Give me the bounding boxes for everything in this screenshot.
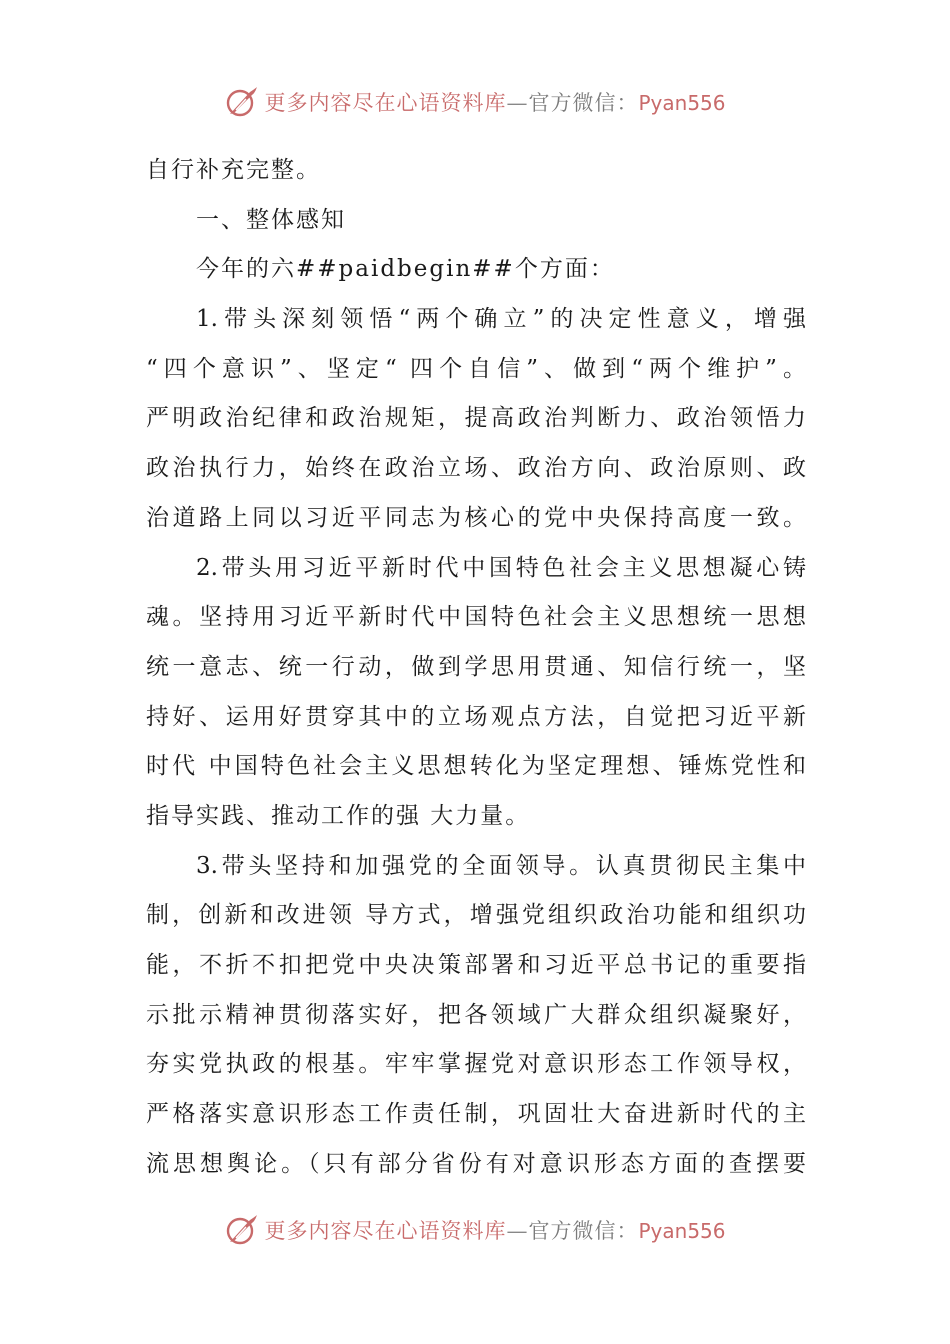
text-line-content: 统一意志、统一行动，做到学思用贯通、知信行统一，坚 [146, 653, 806, 680]
banner-separator: — [506, 91, 529, 115]
banner-text [264, 1215, 725, 1245]
text-line [146, 792, 806, 842]
text-line [146, 941, 806, 991]
text-line [146, 345, 806, 395]
text-line-content: 时代 中国特色社会主义思想转化为坚定理想、锤炼党性和 [146, 753, 806, 780]
text-line-content: 治道路上同以习近平同志为核心的党中央保持高度一致。 [146, 504, 806, 531]
text-line-content: 严格落实意识形态工作责任制，巩固壮大奋进新时代的主 [146, 1101, 806, 1128]
banner-text [264, 87, 725, 117]
section-heading [146, 196, 806, 246]
banner-wechat-id: Pyan556 [638, 91, 726, 115]
text-line-content: 制，创新和改进领 导方式，增强党组织政治功能和组织功 [146, 902, 806, 929]
text-line-content: 能，不折不扣把党中央决策部署和习近平总书记的重要指 [146, 952, 806, 978]
paragraph-2-start [146, 544, 806, 594]
banner-contact-label: 官方微信： [528, 1219, 639, 1243]
text-line [146, 146, 806, 196]
paragraph-3-start [146, 842, 806, 892]
text-line-content: 今年的六##paidbegin##个方面： [196, 256, 615, 283]
text-line [146, 245, 806, 295]
text-line-content: 夯实党执政的根基。牢牢掌握党对意识形态工作领导权， [146, 1051, 806, 1078]
text-line [146, 1090, 806, 1140]
text-line-content: 持好、运用好贯穿其中的立场观点方法，自觉把习近平新 [146, 703, 806, 730]
text-line [146, 1040, 806, 1090]
paragraph-1-start [146, 295, 806, 345]
text-line [146, 593, 806, 643]
banner-contact-label: 官方微信： [528, 91, 639, 115]
quill-pen-logo-icon [224, 1212, 260, 1248]
banner-separator: — [506, 1219, 529, 1243]
text-line-content: 1.带头深刻领悟“两个确立”的决定性意义，增强 [196, 306, 806, 333]
text-line [146, 444, 806, 494]
quill-pen-logo-icon [224, 84, 260, 120]
text-line [146, 394, 806, 444]
banner-wechat-id: Pyan556 [638, 1219, 726, 1243]
footer-watermark-banner [0, 1208, 950, 1252]
text-line-content: 魂。坚持用习近平新时代中国特色社会主义思想统一思想 [146, 604, 806, 631]
text-line [146, 643, 806, 693]
text-line [146, 1140, 806, 1190]
document-body [146, 146, 806, 1189]
text-line-content: 示批示精神贯彻落实好，把各领域广大群众组织凝聚好， [146, 1001, 806, 1028]
text-line-content: 流思想舆论。（只有部分省份有对意识形态方面的查摆要 [146, 1150, 806, 1177]
text-line [146, 991, 806, 1041]
text-line-content: 指导实践、推动工作的强 大力量。 [146, 802, 531, 829]
text-line-content: 2.带头用习近平新时代中国特色社会主义思想凝心铸 [196, 554, 806, 581]
section-heading-text: 一、整体感知 [196, 206, 346, 233]
banner-brand: 更多内容尽在心语资料库 [264, 91, 507, 115]
text-line [146, 494, 806, 544]
header-watermark-banner [0, 80, 950, 124]
text-line-content: “四个意识”、坚定“ 四个自信”、做到“两个维护”。 [146, 355, 806, 382]
banner-brand: 更多内容尽在心语资料库 [264, 1219, 507, 1243]
text-line [146, 693, 806, 743]
text-line-content: 政治执行力，始终在政治立场、政治方向、政治原则、政 [146, 455, 806, 482]
text-line-content: 严明政治纪律和政治规矩，提高政治判断力、政治领悟力 [146, 405, 806, 432]
text-line-content: 3.带头坚持和加强党的全面领导。认真贯彻民主集中 [196, 852, 806, 879]
text-line [146, 742, 806, 792]
text-line-content: 自行补充完整。 [146, 157, 321, 183]
text-line [146, 891, 806, 941]
